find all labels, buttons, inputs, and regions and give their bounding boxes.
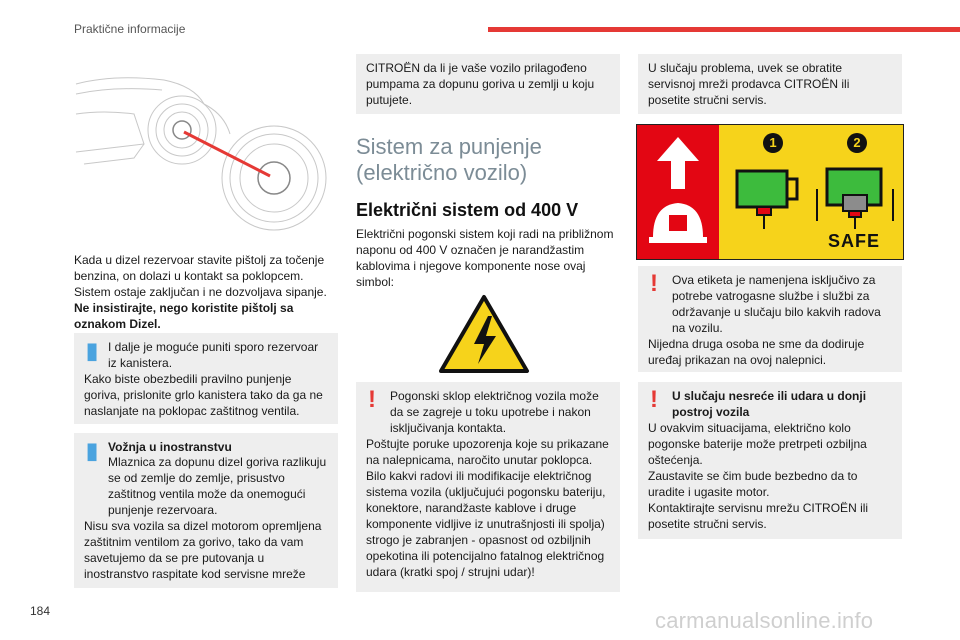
info-box-canister-rest: Kako biste obezbedili pravilno punjenje goriva, prislonite grlo kanistera tako da ga ne naslanjate na poklopac zaštitnog ventila. bbox=[84, 372, 323, 418]
diesel-bold-text: Ne insistirajte, nego koristite pištolj sa oznakom Dizel. bbox=[74, 301, 294, 331]
warning-box-accident bbox=[638, 382, 902, 539]
info-box-abroad-title: Vožnja u inostranstvu bbox=[108, 440, 232, 454]
firefighter-helmet-icon bbox=[647, 197, 709, 253]
connector-green-icon-2 bbox=[813, 159, 897, 231]
warning-box-powertrain bbox=[356, 382, 620, 592]
section-title: Sistem za punjenje (električno vozilo) bbox=[356, 134, 542, 185]
continued-box bbox=[356, 54, 620, 114]
info-box-canister-first: I dalje je moguće puniti sporo rezervoar iz kanistera. bbox=[108, 340, 319, 370]
warning-box-powertrain-rest: Poštujte poruke upozorenja koje su prikazane na nalepnicama, naročito unutar poklopca. Bilo kakvi radovi ili modifikacije električnog sistema vozila (uključujući pogonsku bateriju, konektore, narandžaste kablove i druge komponente vidljive iz unutrašnjosti ili spolja) strogo je zabranjen - opasnost od ozbiljnih opekotina ili potencijalno fatalnog električnog udara (kratki spoj / strujni udar)! bbox=[366, 437, 609, 579]
warning-box-label bbox=[638, 266, 902, 372]
label-safe-text: SAFE bbox=[827, 231, 880, 251]
service-box-text: U slučaju problema, uvek se obratite servisnoj mreži prodavca CITROËN ili posetite stručni servis. bbox=[648, 61, 850, 107]
warning-box-label-first: Ova etiketa je namenjena isključivo za potrebe vatrogasne službe i službi za održavanje u slučaju bilo kakvih radova na vozilu. bbox=[672, 273, 881, 335]
warning-box-accident-line1: U ovakvim situacijama, električno kolo pogonske baterije može pretrpeti ozbiljna oštećenja. bbox=[648, 421, 867, 467]
service-box bbox=[638, 54, 902, 114]
info-box-abroad-first-line bbox=[84, 454, 328, 518]
arrow-up-icon bbox=[649, 133, 707, 193]
warning-icon: ! bbox=[650, 386, 658, 413]
label-number-1: 1 bbox=[763, 133, 783, 153]
warning-box-label-rest: Nijedna druga osoba ne sme da dodiruje uređaj prikazan na ovoj nalepnici. bbox=[648, 337, 865, 367]
info-icon: ▮ bbox=[86, 438, 99, 463]
header-accent-bar bbox=[488, 27, 960, 32]
voltage-paragraph: Električni pogonski sistem koji radi na približnom naponu od 400 V označen je narandžastim kablovima i njegove komponente nose ovaj simbol: bbox=[356, 227, 614, 289]
connector-green-icon-1 bbox=[733, 159, 805, 231]
warning-icon: ! bbox=[368, 386, 376, 413]
label-number-2: 2 bbox=[847, 133, 867, 153]
warning-box-accident-title: U slučaju nesreće ili udara u donji postroj vozila bbox=[672, 389, 867, 419]
warning-icon: ! bbox=[650, 270, 658, 297]
warning-box-accident-line2: Zaustavite se čim bude bezbedno da to uradite i ugasite motor. bbox=[648, 469, 858, 499]
fuel-filler-illustration bbox=[74, 74, 334, 232]
info-icon: ▮ bbox=[86, 338, 99, 363]
info-box-abroad bbox=[74, 433, 338, 588]
info-box-canister bbox=[74, 333, 338, 424]
safe-label-image bbox=[636, 124, 904, 260]
high-voltage-warning-symbol bbox=[438, 294, 530, 374]
diesel-paragraph bbox=[74, 252, 336, 332]
info-box-abroad-first: Mlaznica za dopunu dizel goriva razlikuju se od zemlje do zemlje, prisustvo zaštitnog ventila može da onemogući punjenje rezervoara. bbox=[108, 455, 327, 517]
continued-box-text: CITROËN da li je vaše vozilo prilagođeno pumpama za dopunu goriva u zemlji u koju putujete. bbox=[366, 61, 595, 107]
warning-box-accident-line3: Kontaktirajte servisnu mrežu CITROËN ili posetite stručni servis. bbox=[648, 501, 869, 531]
subsection-title: Električni sistem od 400 V bbox=[356, 200, 579, 220]
watermark: carmanualsonline.info bbox=[655, 608, 874, 633]
page-header-title: Praktične informacije bbox=[74, 22, 186, 36]
info-box-abroad-rest: Nisu sva vozila sa dizel motorom opremljena zaštitnim ventilom za gorivo, tako da vam savetujemo da se pre putovanja u inostranstvo raspitate kod servisne mreže bbox=[84, 519, 322, 581]
page-number: 184 bbox=[30, 604, 51, 618]
warning-box-powertrain-first: Pogonski sklop električnog vozila može da se zagreje u toku upotrebe i nakon isključivanja kontakta. bbox=[390, 389, 599, 435]
diesel-text: Kada u dizel rezervoar stavite pištolj za točenje benzina, on dolazi u kontakt sa poklopcem. Sistem ostaje zaključan i ne dozvoljava sipanje. bbox=[74, 253, 327, 299]
